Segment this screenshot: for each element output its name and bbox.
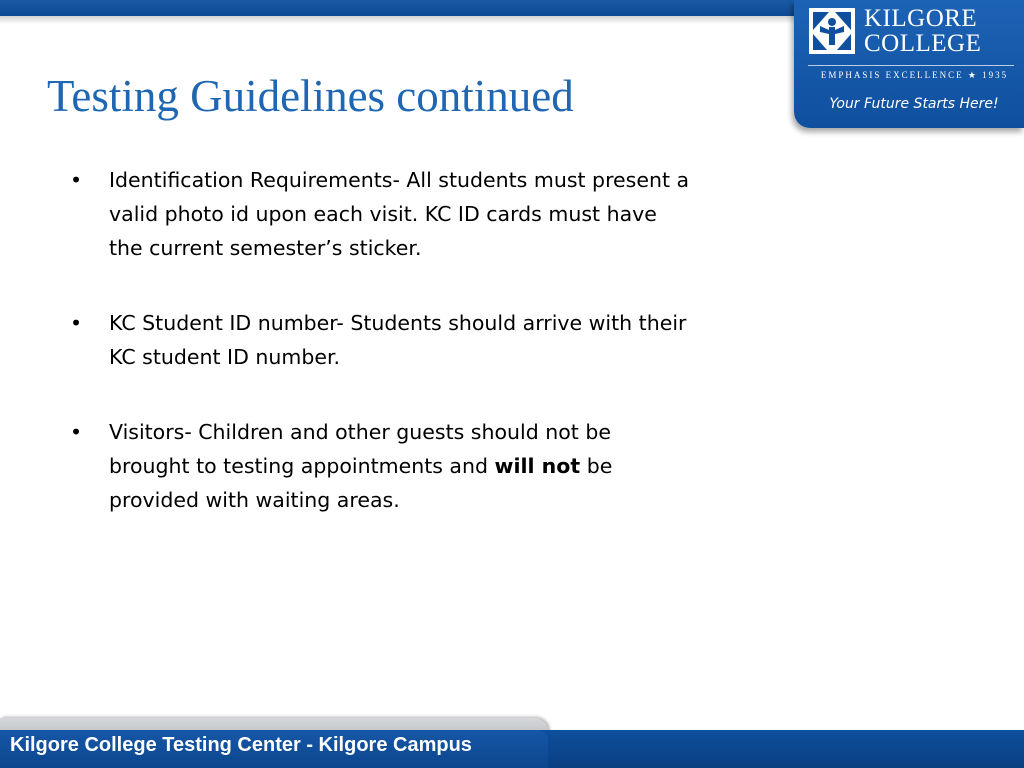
logo-motto: EMPHASIS EXCELLENCE ★ 1935 <box>820 70 1009 80</box>
bullet-text <box>109 420 612 512</box>
bullet-icon: • <box>70 311 83 335</box>
bullet-text-end: be provided with waiting areas. <box>109 454 613 512</box>
slide-title: Testing Guidelines continued <box>47 71 574 121</box>
bullet-text: Identification Requirements- All students must present a valid photo id upon each visit. KC ID cards must have the current semester’s sticker. <box>109 168 690 260</box>
logo-divider <box>808 65 1014 66</box>
bullet-item-visitors <box>70 415 690 517</box>
bullet-text-emphasis: will not <box>494 454 581 478</box>
logo-name-line1: KILGORE <box>864 5 978 32</box>
bullet-item-student-id <box>70 306 690 374</box>
footer <box>0 718 1024 768</box>
logo-wordmark <box>864 6 1019 56</box>
bullet-text-start: Visitors- Children and other guests should not be brought to testing appointments and <box>109 420 611 478</box>
kilgore-college-emblem-icon <box>809 8 855 54</box>
logo-tagline: Your Future Starts Here! <box>829 96 999 112</box>
college-logo <box>794 0 1024 128</box>
bullet-item-identification <box>70 163 690 265</box>
bullet-icon: • <box>70 420 83 444</box>
bullet-list <box>70 163 690 558</box>
header-shadow <box>0 16 800 24</box>
bullet-text: KC Student ID number- Students should arrive with their KC student ID number. <box>109 311 687 369</box>
bullet-icon: • <box>70 168 83 192</box>
footer-text: Kilgore College Testing Center - Kilgore Campus <box>10 734 472 756</box>
logo-name-line2: COLLEGE <box>864 30 982 57</box>
